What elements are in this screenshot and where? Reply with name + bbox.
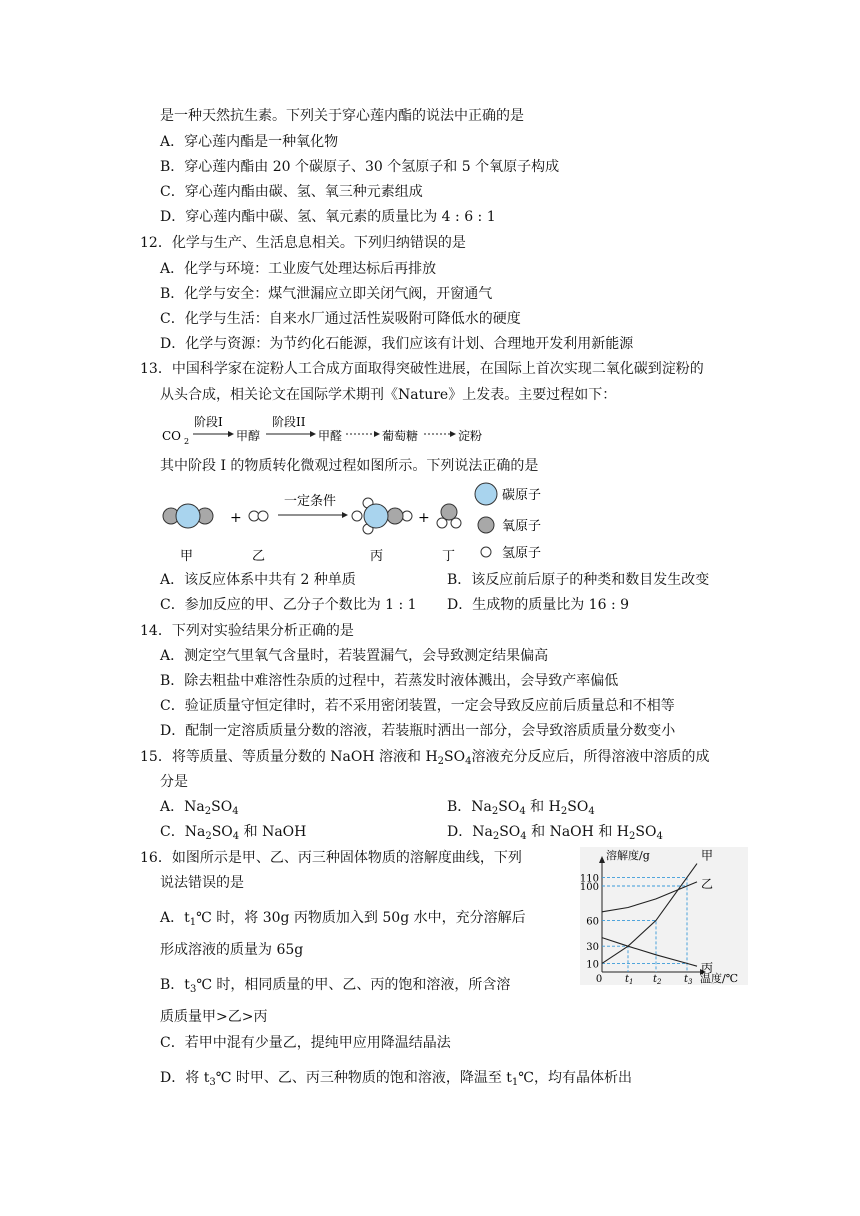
x-axis-label: 温度/℃ [700,972,739,985]
flow-co2-subscript: 2 [184,437,190,446]
series-label-1: 甲 [701,848,714,863]
flow-co2: CO [162,429,182,443]
flow-stage2-label: 阶段II [272,415,306,429]
y-tick-label: 60 [586,916,599,928]
x-tick-label: 0 [595,974,603,985]
q14-option-c: C．验证质量守恒定律时，若不采用密闭装置，一定会导致反应前后质量总和不相等 [160,698,675,714]
q13-option-b: B．该反应前后原子的种类和数目发生改变 [447,572,710,588]
flow-stage1-label: 阶段I [194,415,223,429]
flow-arrowhead-2 [310,431,316,437]
bing-carbon-atom [364,504,388,528]
q14-stem: 14．下列对实验结果分析正确的是 [140,623,354,639]
q15-stem-line1: 15．将等质量、等质量分数的 NaOH 溶液和 $H_2SO_4$溶液充分反应后，所得溶液中溶质的成 [140,749,710,767]
q12-option-c: C．化学与生活：自来水厂通过活性炭吸附可降低水的硬度 [160,311,521,327]
micro-label-bing: 丙 [370,549,384,564]
x-tick-label: $t_1$ [625,974,634,985]
q11-option-c: C．穿心莲内酯由碳、氢、氧三种元素组成 [160,184,423,200]
micro-arrowhead [342,512,348,518]
q14-option-b: B．除去粗盐中难溶性杂质的过程中，若蒸发时液体溅出，会导致产率偏低 [160,673,619,689]
micro-label-yi: 乙 [252,549,266,564]
q12-stem: 12．化学与生产、生活息息相关。下列归纳错误的是 [140,235,466,251]
y-axis-arrowhead [599,856,605,863]
bing-hydrogen-atom-left [352,511,362,521]
series-line-1 [602,864,697,964]
y-tick-label: 10 [586,959,599,971]
legend-carbon-label: 碳原子 [502,488,542,503]
micro-plus-2: + [418,510,430,526]
micro-condition: 一定条件 [284,494,337,509]
q11-stem-continued: 是一种天然抗生素。下列关于穿心莲内酯的说法中正确的是 [160,108,524,124]
q11-option-a: A．穿心莲内酯是一种氧化物 [160,134,339,150]
q11-option-d: D．穿心莲内酯中碳、氢、氧元素的质量比为 4 : 6 : 1 [160,209,496,225]
x-tick-label: $t_2$ [653,974,662,985]
q13-micro-diagram [156,478,566,566]
flow-glucose: 葡萄糖 [382,429,419,443]
q16-option-d: D．将 $t_3℃$ 时甲、乙、丙三种物质的饱和溶液，降温至 $t_1℃$，均有晶体析出 [160,1070,632,1088]
flow-arrowhead-4 [450,431,456,437]
flow-arrowhead-3 [374,431,380,437]
q15-option-a: A．$Na_2SO_4$ [160,799,239,817]
q13-option-d: D．生成物的质量比为 16 : 9 [447,597,630,613]
legend-carbon-atom-icon [475,483,497,505]
q16-option-c: C．若甲中混有少量乙，提纯甲应用降温结晶法 [160,1035,451,1051]
y-tick-label: 30 [586,942,599,954]
yi-hydrogen-atom-right [258,511,268,521]
q16-stem-line2: 说法错误的是 [160,875,244,891]
q14-option-a: A．测定空气里氧气含量时，若装置漏气，会导致测定结果偏高 [160,648,549,664]
series-label-3: 丙 [701,961,714,976]
q15-option-b: B．$Na_2SO_4$ 和 $H_2SO_4$ [447,799,595,817]
flow-starch: 淀粉 [458,429,483,443]
micro-plus-1: + [230,510,242,526]
q13-stem-line1: 13．中国科学家在淀粉人工合成方面取得突破性进展，在国际上首次实现二氧化碳到淀粉的 [140,361,704,377]
q15-option-d: D．$Na_2SO_4$ 和 NaOH 和 $H_2SO_4$ [447,824,663,842]
q16-stem-line1: 16．如图所示是甲、乙、丙三种固体物质的溶解度曲线，下列 [140,850,522,866]
q16-option-a-line1: A．$t_1℃$ 时，将 30g 丙物质加入到 50g 水中，充分溶解后 [160,910,526,928]
q14-option-d: D．配制一定溶质质量分数的溶液，若装瓶时洒出一部分，会导致溶质质量分数变小 [160,723,676,739]
q12-option-a: A．化学与环境：工业废气处理达标后再排放 [160,261,437,277]
q16-option-b-line1: B．$t_3℃$ 时，相同质量的甲、乙、丙的饱和溶液，所含溶 [160,977,511,995]
jia-carbon-atom [176,504,200,528]
solubility-chart [580,847,748,985]
legend-oxygen-label: 氧原子 [502,519,542,534]
q13-option-a: A．该反应体系中共有 2 种单质 [160,572,356,588]
q15-option-c: C．$Na_2SO_4$ 和 NaOH [160,824,307,842]
q11-option-b: B．穿心莲内酯由 20 个碳原子、30 个氢原子和 5 个氧原子构成 [160,159,560,175]
micro-label-jia: 甲 [180,549,194,564]
micro-label-ding: 丁 [442,549,456,564]
bing-oxygen-atom [387,508,403,524]
ding-oxygen-atom [441,504,457,520]
q13-stem-line2: 从头合成，相关论文在国际学术期刊《Nature》上发表。主要过程如下： [160,387,617,403]
legend-hydrogen-atom-icon [481,547,491,557]
series-line-3 [602,938,697,967]
q15-stem-line2: 分是 [160,774,188,790]
legend-oxygen-atom-icon [478,517,494,533]
q12-option-d: D．化学与资源：为节约化石能源，我们应该有计划、合理地开发利用新能源 [160,336,634,352]
q13-option-c: C．参加反应的甲、乙分子个数比为 1 : 1 [160,597,417,613]
flow-methanol: 甲醇 [236,429,261,443]
flow-formaldehyde: 甲醛 [318,429,343,443]
q16-option-a-line2: 形成溶液的质量为 65g [160,942,304,958]
legend-hydrogen-label: 氢原子 [502,546,542,561]
reference-line-30 [602,946,628,972]
q16-option-b-line2: 质质量甲>乙>丙 [160,1009,268,1025]
q12-option-b: B．化学与安全：煤气泄漏应立即关闭气阀，开窗通气 [160,286,493,302]
flow-arrowhead-1 [228,431,234,437]
q13-flow-diagram [160,410,510,448]
x-tick-label: $t_3$ [684,974,693,985]
y-tick-label: 110 [580,873,599,885]
q13-stem-line3: 其中阶段 I 的物质转化微观过程如图所示。下列说法正确的是 [160,458,539,474]
y-axis-label: 溶解度/g [606,849,650,862]
series-label-2: 乙 [701,876,714,891]
y-tick-label: 100 [580,882,599,893]
